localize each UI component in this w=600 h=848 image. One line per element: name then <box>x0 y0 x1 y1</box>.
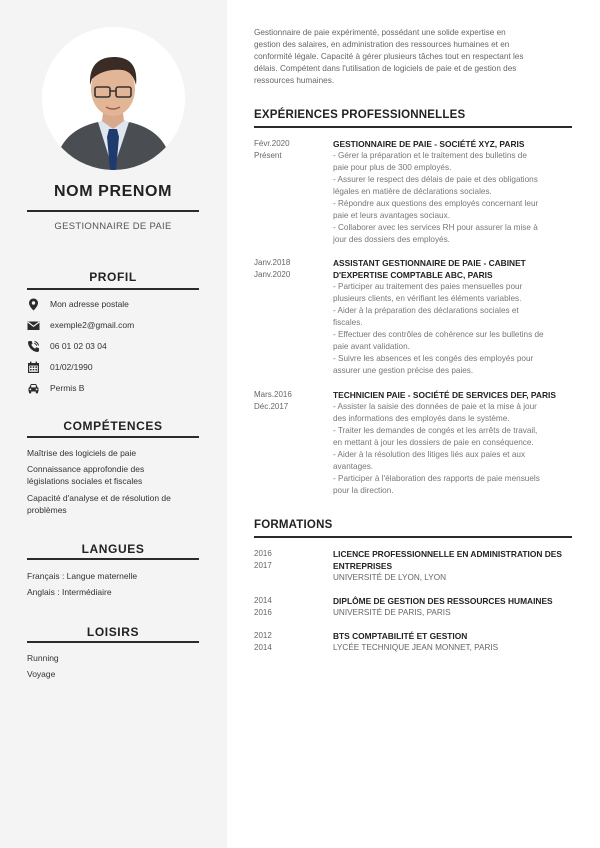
contact-birthdate <box>27 360 217 374</box>
experience-title: ASSISTANT GESTIONNAIRE DE PAIE - CABINET <box>333 258 526 268</box>
formations-divider <box>254 536 572 538</box>
formation-title: DIPLÔME DE GESTION DES RESSOURCES HUMAINES <box>333 596 553 606</box>
competence-item: Capacité d'analyse et de résolution de problèmes <box>27 493 171 515</box>
license-text: Permis B <box>50 383 85 393</box>
calendar-icon <box>27 361 40 374</box>
candidate-job-title: GESTIONNAIRE DE PAIE <box>54 221 172 232</box>
formation-dates: 2016 2017 <box>254 549 272 570</box>
loisirs-heading: LOISIRS <box>86 625 140 639</box>
name-divider <box>27 210 199 212</box>
experience-body: GESTIONNAIRE DE PAIE - SOCIÉTÉ XYZ, PARIS - Gérer la préparation et le traitement des bulletins de paie pour plus de 300 employés. - Assurer le respect des délais de paie et des obligations légales en matière de déclarations sociales. - Répondre aux questions des employés concernant leur paie et leurs avantages sociaux. - Collaborer avec les services RH pour assurer la mise à jour des dossiers des employés. <box>333 138 573 246</box>
formations-heading: FORMATIONS <box>254 519 333 531</box>
experience-title: GESTIONNAIRE DE PAIE - SOCIÉTÉ XYZ, PARIS <box>333 139 525 149</box>
candidate-name: NOM PRENOM <box>54 183 172 200</box>
experience-dates: Mars.2016 Déc.2017 <box>254 390 292 411</box>
competence-item: Maîtrise des logiciels de paie <box>27 448 137 458</box>
competences-heading: COMPÉTENCES <box>63 419 163 433</box>
phone-icon <box>27 340 40 353</box>
experience-body: TECHNICIEN PAIE - SOCIÉTÉ DE SERVICES DEF, PARIS - Assister la saisie des données de paie et la mise à jour des informations des employés dans le système. - Traiter les demandes de congés et les arrêts de travail, en mettant à jour les dossiers de paie en conséquence. - Aider à la résolution des litiges liés aux paies et aux avantages. - Participer à l'élaboration des rapports de paie mensuels pour la direction. <box>333 389 573 497</box>
contact-phone <box>27 339 217 353</box>
formation-dates: 2012 2014 <box>254 631 272 652</box>
language-item: Anglais : Intermédiaire <box>27 587 112 597</box>
email-icon <box>27 319 40 332</box>
experiences-heading: EXPÉRIENCES PROFESSIONNELLES <box>254 109 466 121</box>
langues-heading: LANGUES <box>81 542 145 556</box>
profile-summary: Gestionnaire de paie expérimenté, possédant une solide expertise en gestion des salaires, en administration des ressources humaines et en conformité légale. Capacité à gérer plusieurs tâches tout en respectant les délais. Compétent dans l'utilisation de logiciels de paie et de gestion des ressources humaines. <box>254 28 524 85</box>
experience-dates: Janv.2018 Janv.2020 <box>254 258 291 279</box>
hobby-item: Running <box>27 653 59 663</box>
hobby-item: Voyage <box>27 669 56 679</box>
experiences-divider <box>254 126 572 128</box>
formation-dates: 2014 2016 <box>254 596 272 617</box>
formation-body <box>333 595 573 619</box>
address-text: Mon adresse postale <box>50 299 129 309</box>
formation-school: UNIVERSITÉ DE LYON, LYON <box>333 573 446 582</box>
loisirs-divider <box>27 641 199 643</box>
car-icon <box>27 382 40 395</box>
formation-body <box>333 548 573 584</box>
formation-title: BTS COMPTABILITÉ ET GESTION <box>333 631 468 641</box>
profile-photo <box>42 27 185 170</box>
birthdate-text: 01/02/1990 <box>50 362 93 372</box>
contact-address <box>27 297 217 311</box>
experience-body: ASSISTANT GESTIONNAIRE DE PAIE - CABINET D'EXPERTISE COMPTABLE ABC, PARIS - Participer au traitement des paies mensuelles pour plusieurs clients, en vérifiant les éléments variables. - Aider à la préparation des déclarations sociales et fiscales. - Effectuer des contrôles de cohérence sur les bulletins de paie avant validation. - Suivre les absences et les congés des employés pour assurer une gestion précise des paies. <box>333 257 573 377</box>
profil-heading: PROFIL <box>89 270 137 284</box>
competences-divider <box>27 436 199 438</box>
profil-divider <box>27 288 199 290</box>
competence-item: Connaissance approfondie des législations sociales et fiscales <box>27 464 145 486</box>
phone-text: 06 01 02 03 04 <box>50 341 107 351</box>
email-text: exemple2@gmail.com <box>50 320 135 330</box>
formation-school: UNIVERSITÉ DE PARIS, PARIS <box>333 608 451 617</box>
contact-email <box>27 318 217 332</box>
formation-body <box>333 630 573 654</box>
language-item: Français : Langue maternelle <box>27 571 138 581</box>
contact-license <box>27 381 217 395</box>
experience-title: TECHNICIEN PAIE - SOCIÉTÉ DE SERVICES DEF, PARIS <box>333 390 556 400</box>
experience-dates: Févr.2020 Présent <box>254 139 290 160</box>
formation-title: LICENCE PROFESSIONNELLE EN ADMINISTRATION DES <box>333 549 562 559</box>
formation-title: ENTREPRISES <box>333 561 393 571</box>
formation-school: LYCÉE TECHNIQUE JEAN MONNET, PARIS <box>333 643 499 652</box>
langues-divider <box>27 558 199 560</box>
location-pin-icon <box>27 298 40 311</box>
experience-title: D'EXPERTISE COMPTABLE ABC, PARIS <box>333 270 493 280</box>
